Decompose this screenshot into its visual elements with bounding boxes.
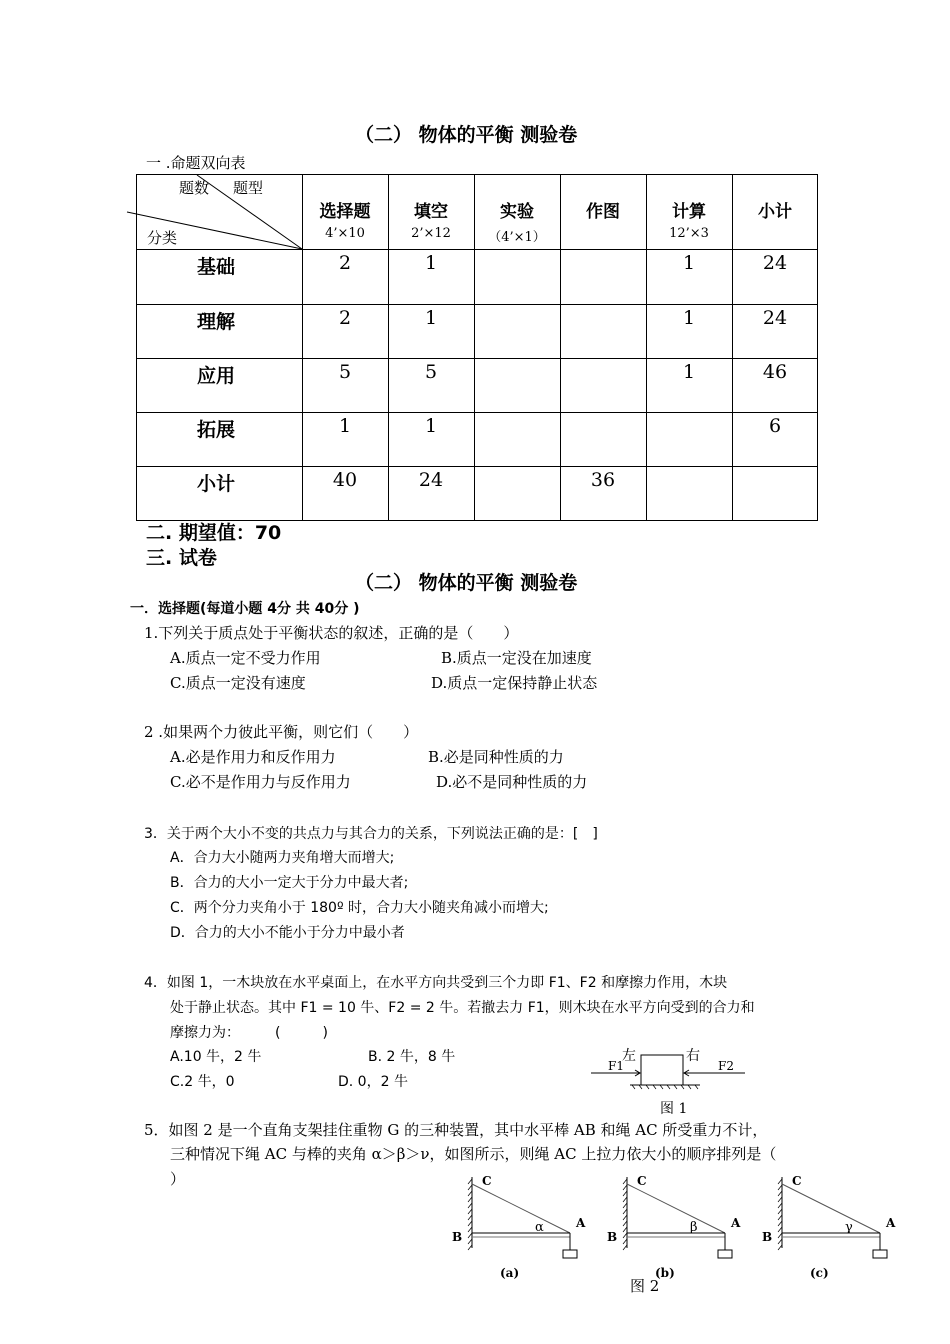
corner-label-count: 题数 bbox=[179, 179, 210, 197]
corner-label-category: 分类 bbox=[147, 229, 178, 247]
header-drawing: 作图 bbox=[586, 202, 620, 222]
table-cell: 1 bbox=[424, 307, 438, 329]
section-heading-3: 三. 试卷 bbox=[146, 547, 217, 569]
q4-line1: 4．如图 1，一木块放在水平桌面上，在水平方向共受到三个力即 F1、F2 和摩擦力作用，木块 bbox=[144, 975, 728, 991]
table-cell: 24 bbox=[762, 252, 788, 274]
table-cell: 24 bbox=[762, 307, 788, 329]
angle-label: β bbox=[690, 1220, 698, 1235]
row-label: 拓展 bbox=[197, 419, 236, 441]
q1-option-d: D.质点一定保持静止状态 bbox=[431, 674, 598, 692]
table-cell: 1 bbox=[424, 252, 438, 274]
wall-hatch bbox=[778, 1227, 782, 1232]
figure-1-caption: 图 1 bbox=[660, 1101, 688, 1117]
wall-hatch bbox=[623, 1245, 627, 1250]
angle-label: γ bbox=[845, 1220, 853, 1235]
header-fill: 填空 2’×12 bbox=[411, 202, 451, 241]
q3-option-a: A．合力大小随两力夹角增大而增大; bbox=[170, 850, 395, 866]
wall-hatch bbox=[778, 1215, 782, 1220]
figure-2-caption: 图 2 bbox=[630, 1277, 660, 1295]
row-label: 应用 bbox=[197, 365, 236, 387]
wall-hatch bbox=[468, 1221, 472, 1226]
q1-option-b: B.质点一定没在加速度 bbox=[441, 649, 592, 667]
label-left: 左 bbox=[622, 1048, 636, 1064]
wall-hatch bbox=[623, 1191, 627, 1196]
wall-hatch bbox=[623, 1215, 627, 1220]
angle-label: α bbox=[535, 1220, 544, 1235]
table-cell: 2 bbox=[338, 307, 352, 329]
weight bbox=[563, 1250, 577, 1258]
figure-1-block-diagram bbox=[580, 1040, 760, 1120]
label-c: C bbox=[482, 1174, 492, 1188]
wall-hatch bbox=[468, 1203, 472, 1208]
subfigure-label: (b) bbox=[655, 1266, 675, 1280]
header-choice: 选择题 4’×10 bbox=[319, 202, 371, 241]
q2-option-c: C.必不是作用力与反作用力 bbox=[170, 773, 351, 791]
wall-hatch bbox=[778, 1221, 782, 1226]
q2-option-a: A.必是作用力和反作用力 bbox=[170, 748, 336, 766]
q3-option-c: C．两个分力夹角小于 180º 时，合力大小随夹角减小而增大; bbox=[170, 900, 549, 916]
rope-ac bbox=[782, 1184, 880, 1233]
wall-hatch bbox=[468, 1185, 472, 1190]
table-cell: 5 bbox=[338, 361, 352, 383]
wall-hatch bbox=[623, 1197, 627, 1202]
q5-line2: 三种情况下绳 AC 与棒的夹角 α＞β＞ν，如图所示，则绳 AC 上拉力依大小的顺序排列是（ bbox=[170, 1145, 777, 1163]
wall-hatch bbox=[468, 1209, 472, 1214]
weight bbox=[873, 1250, 887, 1258]
label-b: B bbox=[607, 1230, 618, 1244]
header-experiment: 实验 （4’×1） bbox=[488, 202, 546, 245]
rope-ac bbox=[472, 1184, 570, 1233]
wall-hatch bbox=[623, 1185, 627, 1190]
wall-hatch bbox=[468, 1179, 472, 1184]
table-cell: 5 bbox=[424, 361, 438, 383]
table-cell: 2 bbox=[338, 252, 352, 274]
wall-hatch bbox=[623, 1203, 627, 1208]
q5-line3: ） bbox=[170, 1170, 186, 1188]
label-a: A bbox=[731, 1216, 741, 1230]
row-label: 基础 bbox=[197, 256, 236, 278]
wall-hatch bbox=[468, 1239, 472, 1244]
wall-hatch bbox=[778, 1209, 782, 1214]
label-f2: F2 bbox=[718, 1059, 734, 1073]
q1-option-a: A.质点一定不受力作用 bbox=[170, 649, 321, 667]
wall-hatch bbox=[623, 1221, 627, 1226]
row-label: 理解 bbox=[197, 311, 236, 333]
wall-hatch bbox=[778, 1203, 782, 1208]
table-cell: 1 bbox=[682, 307, 696, 329]
q1-stem: 1.下列关于质点处于平衡状态的叙述，正确的是（ ） bbox=[144, 624, 519, 642]
wall-hatch bbox=[623, 1209, 627, 1214]
q2-option-b: B.必是同种性质的力 bbox=[428, 748, 564, 766]
wall-hatch bbox=[778, 1233, 782, 1238]
wall-hatch bbox=[778, 1179, 782, 1184]
spec-table bbox=[136, 174, 818, 521]
part-heading: 一．选择题(每道小题 4分 共 40分 ) bbox=[130, 601, 360, 617]
q2-option-d: D.必不是同种性质的力 bbox=[436, 773, 588, 791]
wall-hatch bbox=[468, 1191, 472, 1196]
table-cell: 40 bbox=[332, 469, 358, 491]
wall-hatch bbox=[778, 1185, 782, 1190]
q4-option-a: A.10 牛，2 牛 bbox=[170, 1049, 262, 1065]
wall-hatch bbox=[468, 1215, 472, 1220]
row-label: 小计 bbox=[197, 473, 236, 495]
table-cell: 1 bbox=[424, 415, 438, 437]
table-cell: 1 bbox=[338, 415, 352, 437]
table-cell: 1 bbox=[682, 252, 696, 274]
q4-option-d: D. 0，2 牛 bbox=[338, 1074, 408, 1090]
label-c: C bbox=[637, 1174, 647, 1188]
wall-hatch bbox=[778, 1239, 782, 1244]
wall-hatch bbox=[778, 1197, 782, 1202]
rope-ac bbox=[627, 1184, 725, 1233]
wall-hatch bbox=[468, 1233, 472, 1238]
table-cell: 6 bbox=[768, 415, 782, 437]
label-f1: F1 bbox=[608, 1059, 624, 1073]
wall-hatch bbox=[468, 1245, 472, 1250]
q1-option-c: C.质点一定没有速度 bbox=[170, 674, 306, 692]
wall-hatch bbox=[623, 1227, 627, 1232]
paper-title: （二） 物体的平衡 测验卷 bbox=[355, 572, 578, 594]
table-cell: 46 bbox=[762, 361, 788, 383]
q5-line1: 5．如图 2 是一个直角支架挂住重物 G 的三种装置，其中水平棒 AB 和绳 AC 所受重力不计， bbox=[144, 1121, 768, 1139]
label-a: A bbox=[576, 1216, 586, 1230]
q4-line3: 摩擦力为： ( ) bbox=[170, 1025, 328, 1041]
document-title: （二） 物体的平衡 测验卷 bbox=[355, 124, 578, 146]
label-a: A bbox=[886, 1216, 896, 1230]
figure-2-bracket-diagrams bbox=[440, 1165, 920, 1300]
header-subtotal: 小计 bbox=[758, 202, 792, 222]
label-b: B bbox=[452, 1230, 463, 1244]
corner-label-type: 题型 bbox=[233, 179, 264, 197]
label-b: B bbox=[762, 1230, 773, 1244]
wall-hatch bbox=[778, 1245, 782, 1250]
q2-stem: 2 .如果两个力彼此平衡，则它们（ ） bbox=[144, 723, 419, 741]
q4-option-b: B. 2 牛，8 牛 bbox=[368, 1049, 456, 1065]
wall-hatch bbox=[468, 1227, 472, 1232]
wall-hatch bbox=[468, 1197, 472, 1202]
wall-hatch bbox=[623, 1179, 627, 1184]
label-c: C bbox=[792, 1174, 802, 1188]
weight bbox=[718, 1250, 732, 1258]
label-right: 右 bbox=[686, 1048, 700, 1064]
q3-stem: 3．关于两个大小不变的共点力与其合力的关系，下列说法正确的是：[ ] bbox=[144, 826, 598, 842]
q3-option-b: B．合力的大小一定大于分力中最大者; bbox=[170, 875, 409, 891]
table-cell: 24 bbox=[418, 469, 444, 491]
table-cell: 36 bbox=[590, 469, 616, 491]
wall-hatch bbox=[623, 1239, 627, 1244]
wall-hatch bbox=[623, 1233, 627, 1238]
section-heading-1: 一 .命题双向表 bbox=[146, 154, 246, 172]
table-cell: 1 bbox=[682, 361, 696, 383]
header-calc: 计算 12’×3 bbox=[669, 202, 709, 241]
q3-option-d: D．合力的大小不能小于分力中最小者 bbox=[170, 925, 405, 941]
wall-hatch bbox=[778, 1191, 782, 1196]
q4-option-c: C.2 牛，0 bbox=[170, 1074, 235, 1090]
subfigure-label: (c) bbox=[810, 1266, 829, 1280]
expectation: 二. 期望值：70 bbox=[146, 522, 282, 544]
q4-line2: 处于静止状态。其中 F1 = 10 牛、F2 = 2 牛。若撤去力 F1，则木块在水平方向受到的合力和 bbox=[170, 1000, 755, 1016]
subfigure-label: (a) bbox=[500, 1266, 520, 1280]
